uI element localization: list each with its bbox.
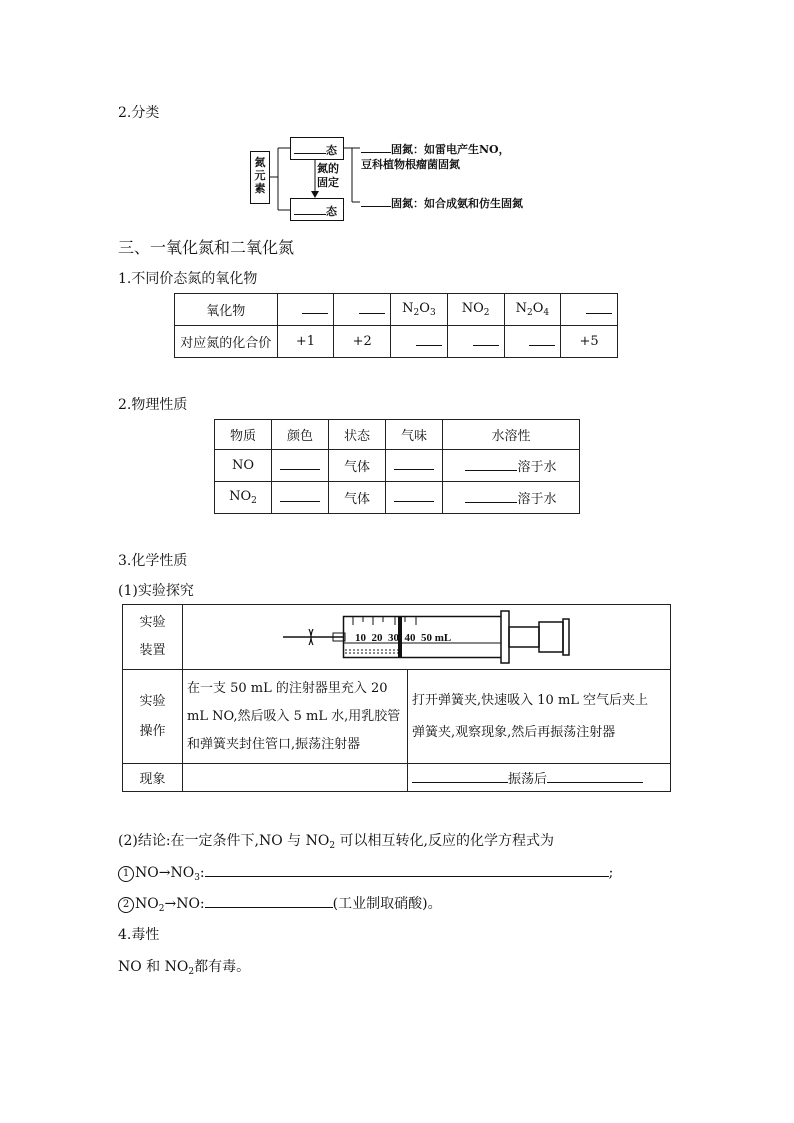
syringe-apparatus-cell: [183, 605, 671, 670]
valence-1: +1: [277, 326, 334, 358]
table-row: [215, 450, 580, 482]
physical-properties-table: [214, 419, 580, 514]
state-box-bottom: [294, 202, 337, 219]
substance-no2: $NO_2$: [215, 482, 272, 514]
operation-label: 实验操作: [123, 670, 183, 764]
physical-title: 2.物理性质: [118, 397, 188, 413]
oxide-n2o4: $N_2O_4$: [504, 294, 561, 326]
state-no2: 气体: [329, 482, 386, 514]
toxicity-title: 4.毒性: [118, 927, 160, 943]
phenomenon-left: [183, 764, 408, 792]
eq1-end: ;: [608, 865, 614, 881]
section-title-classification: 2.分类: [118, 105, 160, 121]
valence-blank: [391, 326, 448, 358]
substance-no: NO: [215, 450, 272, 482]
operation-left: 在一支 50 mL 的注射器里充入 20 mL NO,然后吸入 5 mL 水,用乳胶管 和弹簧夹封住管口,振荡注射器: [183, 670, 408, 764]
oxide-no2: $NO_2$: [447, 294, 504, 326]
table-row: [215, 482, 580, 514]
oxides-title: 1.不同价态氮的氧化物: [118, 271, 258, 287]
solubility-no2: 溶于水: [443, 482, 580, 514]
header-odor: 气味: [386, 420, 443, 450]
odor-blank: [386, 450, 443, 482]
bottom-right-line: 固氮：如合成氨和仿生固氮: [391, 197, 523, 210]
header-substance: 物质: [215, 420, 272, 450]
oxides-row1-header: 氧化物: [175, 294, 278, 326]
arrow-label-fixation: 氮的固定: [317, 162, 339, 189]
toxicity-text: NO 和 $NO_2$都有毒。: [118, 959, 251, 977]
color-blank: [272, 450, 329, 482]
state-suffix: 态: [326, 144, 337, 157]
device-label: 实验装置: [123, 605, 183, 670]
header-color: 颜色: [272, 420, 329, 450]
valence-blank: [447, 326, 504, 358]
valence-blank: [504, 326, 561, 358]
nitrogen-classification-diagram: [250, 134, 560, 230]
valence-5: +5: [561, 326, 618, 358]
oxides-row2-header: 对应氮的化合价: [175, 326, 278, 358]
top-right-line1: 固氮：如雷电产生NO，: [391, 143, 510, 156]
oxides-table: [174, 293, 618, 358]
oxide-cell-blank: [334, 294, 391, 326]
top-right-line2: 豆科植物根瘤菌固氮: [361, 158, 460, 171]
experiment-table: [122, 604, 671, 792]
header-solubility: 水溶性: [443, 420, 580, 450]
color-blank: [272, 482, 329, 514]
valence-2: +2: [334, 326, 391, 358]
circled-number-1: 1: [118, 866, 134, 882]
odor-blank: [386, 482, 443, 514]
top-right-text: [361, 140, 510, 172]
section-heading-no-no2: 三、一氧化氮和二氧化氮: [118, 238, 295, 257]
state-box-top: [294, 141, 337, 158]
circled-number-2: 2: [118, 897, 134, 913]
phenomenon-label: 现象: [123, 764, 183, 792]
blank: [361, 194, 391, 207]
solubility-no: 溶于水: [443, 450, 580, 482]
chemical-title: 3.化学性质: [118, 553, 188, 569]
eq2-note: (工业制取硝酸)。: [332, 896, 442, 912]
state-no: 气体: [329, 450, 386, 482]
blank: [294, 141, 326, 154]
syringe-scale-labels: 10 20 30 40 50 mL: [355, 632, 452, 644]
state-suffix: 态: [326, 205, 337, 218]
oxide-cell-blank: [277, 294, 334, 326]
oxide-cell-blank: [561, 294, 618, 326]
bottom-right-text: [361, 194, 523, 211]
diagram-root-label: 氮元素: [254, 156, 266, 195]
oxide-n2o3: $N_2O_3$: [391, 294, 448, 326]
operation-right: 打开弹簧夹,快速吸入 10 mL 空气后夹上 弹簧夹,观察现象,然后再振荡注射器: [408, 670, 671, 764]
equation-1: 1 $NO\to NO_3$: ;: [118, 864, 613, 887]
header-state: 状态: [329, 420, 386, 450]
experiment-title: (1)实验探究: [118, 583, 194, 599]
equation-2: 2 $NO_2\to NO$: (工业制取硝酸)。: [118, 895, 442, 918]
blank: [294, 202, 326, 215]
phenomenon-right: 振荡后: [408, 764, 671, 792]
blank: [361, 140, 391, 153]
conclusion-text: (2)结论:在一定条件下,NO 与 $NO_2$ 可以相互转化,反应的化学方程式为: [118, 833, 554, 851]
